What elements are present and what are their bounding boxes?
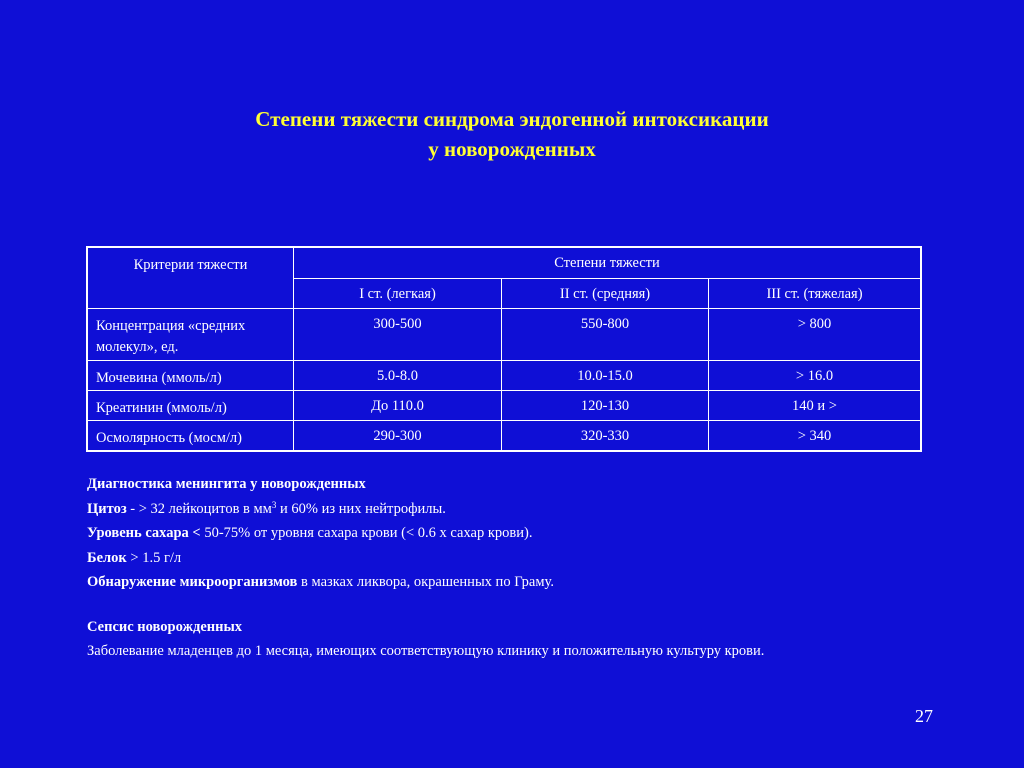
- table-row: [87, 309, 921, 361]
- title-line-1: Степени тяжести синдрома эндогенной интоксикации: [255, 107, 769, 131]
- row-criterion: Креатинин (ммоль/л): [87, 391, 294, 421]
- header-degrees: Степени тяжести: [294, 247, 922, 279]
- cytosis-line: Цитоз - > 32 лейкоцитов в $мм^3$ и 60% из них нейтрофилы.: [87, 499, 446, 517]
- page-number: 27: [915, 706, 933, 726]
- sepsis-text: Заболевание младенцев до 1 месяца, имеющих соответствующую клинику и положительную культуру крови.: [87, 643, 765, 659]
- microorganisms-line: Обнаружение микроорганизмов в мазках ликвора, окрашенных по Граму.: [87, 574, 554, 590]
- notes-block: [87, 472, 967, 664]
- cell-degree-2: 550-800: [502, 309, 709, 361]
- severity-table: [86, 246, 922, 452]
- header-degree-2: II ст. (средняя): [502, 279, 709, 309]
- table-header-row: [87, 247, 921, 279]
- header-degree-3: III ст. (тяжелая): [709, 279, 922, 309]
- header-degree-1: I ст. (легкая): [294, 279, 502, 309]
- sepsis-heading: Сепсис новорожденных: [87, 618, 243, 635]
- cell-degree-1: До 110.0: [294, 391, 502, 421]
- table-row: [87, 361, 921, 391]
- sugar-line: Уровень сахара < 50-75% от уровня сахара крови (< 0.6 х сахар крови).: [87, 525, 533, 541]
- spacer: [87, 595, 967, 615]
- row-criterion: Осмолярность (мосм/л): [87, 421, 294, 452]
- cell-degree-1: 5.0-8.0: [294, 361, 502, 391]
- cell-degree-3: > 340: [709, 421, 922, 452]
- cell-degree-3: > 16.0: [709, 361, 922, 391]
- row-criterion: Мочевина (ммоль/л): [87, 361, 294, 391]
- table-row: [87, 421, 921, 452]
- cell-degree-3: 140 и >: [709, 391, 922, 421]
- cell-degree-2: 320-330: [502, 421, 709, 452]
- table-row: [87, 391, 921, 421]
- protein-line: Белок > 1.5 г/л: [87, 549, 182, 566]
- cell-degree-1: 290-300: [294, 421, 502, 452]
- header-criteria: Критерии тяжести: [87, 247, 294, 309]
- cell-degree-2: 10.0-15.0: [502, 361, 709, 391]
- cell-degree-3: > 800: [709, 309, 922, 361]
- row-criterion: Концентрация «средних молекул», ед.: [87, 309, 294, 361]
- meningitis-heading: Диагностика менингита у новорожденных: [87, 476, 366, 492]
- cell-degree-1: 300-500: [294, 309, 502, 361]
- title-line-2: у новорожденных: [428, 137, 596, 161]
- slide-title: [0, 104, 1024, 164]
- cell-degree-2: 120-130: [502, 391, 709, 421]
